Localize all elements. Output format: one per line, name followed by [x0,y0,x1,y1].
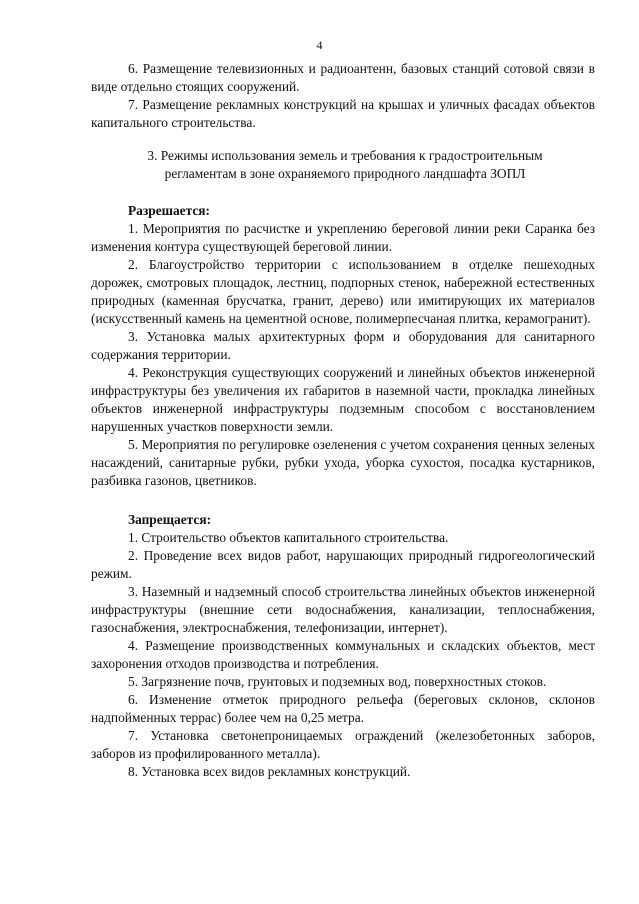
list-item: 5. Загрязнение почв, грунтовых и подземных вод, поверхностных стоков. [128,674,547,689]
list-item: 7. Установка светонепроницаемых ограждений (железобетонных заборов, заборов из профилированного металла). [91,728,595,761]
forbidden-section [91,511,595,781]
list-item: 6. Изменение отметок природного рельефа (береговых склонов, склонов надпойменных террас) более чем на 0,25 метра. [91,692,595,725]
list-item: 1. Строительство объектов капитального строительства. [128,530,449,545]
allowed-label: Разрешается: [128,203,210,218]
list-item: 1. Мероприятия по расчистке и укреплению береговой линии реки Саранка без изменения контура существующей береговой линии. [91,221,595,254]
page-number: 4 [316,38,323,52]
list-item: 2. Проведение всех видов работ, нарушающих природный гидрогеологический режим. [91,548,595,581]
list-item: 8. Установка всех видов рекламных конструкций. [128,764,411,779]
list-item: 3. Установка малых архитектурных форм и оборудования для санитарного содержания территории. [91,329,595,362]
top-items [91,60,595,132]
list-item: 4. Размещение производственных коммунальных и складских объектов, мест захоронения отходов производства и потребления. [91,638,595,671]
forbidden-label: Запрещается: [128,512,212,527]
list-item: 6. Размещение телевизионных и радиоантенн, базовых станций сотовой связи в виде отдельно стоящих сооружений. [91,61,595,94]
list-item: 4. Реконструкция существующих сооружений и линейных объектов инженерной инфраструктуры без увеличения их габаритов в наземной части, прокладка линейных объектов инженерной инфраструктуры подземным способом с восстановлением нарушенных участков поверхности земли. [91,365,595,434]
section-heading: 3. Режимы использования земель и требования к градостроительным регламентам в зоне охраняемого природного ландшафта ЗОПЛ [147,148,543,181]
list-item: 2. Благоустройство территории с использованием в отделке пешеходных дорожек, смотровых площадок, лестниц, подпорных стенок, набережной естественных природных (каменная брусчатка, гранит, дерево) или имитирующих их материалов (искусственный камень на цементной основе, полимерпесчаная плитка, керамогранит). [91,257,595,326]
list-item: 3. Наземный и надземный способ строительства линейных объектов инженерной инфраструктуры (внешние сети водоснабжения, канализации, теплоснабжения, газоснабжения, электроснабжения, телефонизации, интернет). [91,584,595,635]
list-item: 5. Мероприятия по регулировке озеленения с учетом сохранения ценных зеленых насаждений, санитарные рубки, рубки ухода, уборка сухостоя, посадка кустарников, разбивка газонов, цветников. [91,437,595,488]
allowed-section [91,202,595,490]
list-item: 7. Размещение рекламных конструкций на крышах и уличных фасадах объектов капитального строительства. [91,97,595,130]
